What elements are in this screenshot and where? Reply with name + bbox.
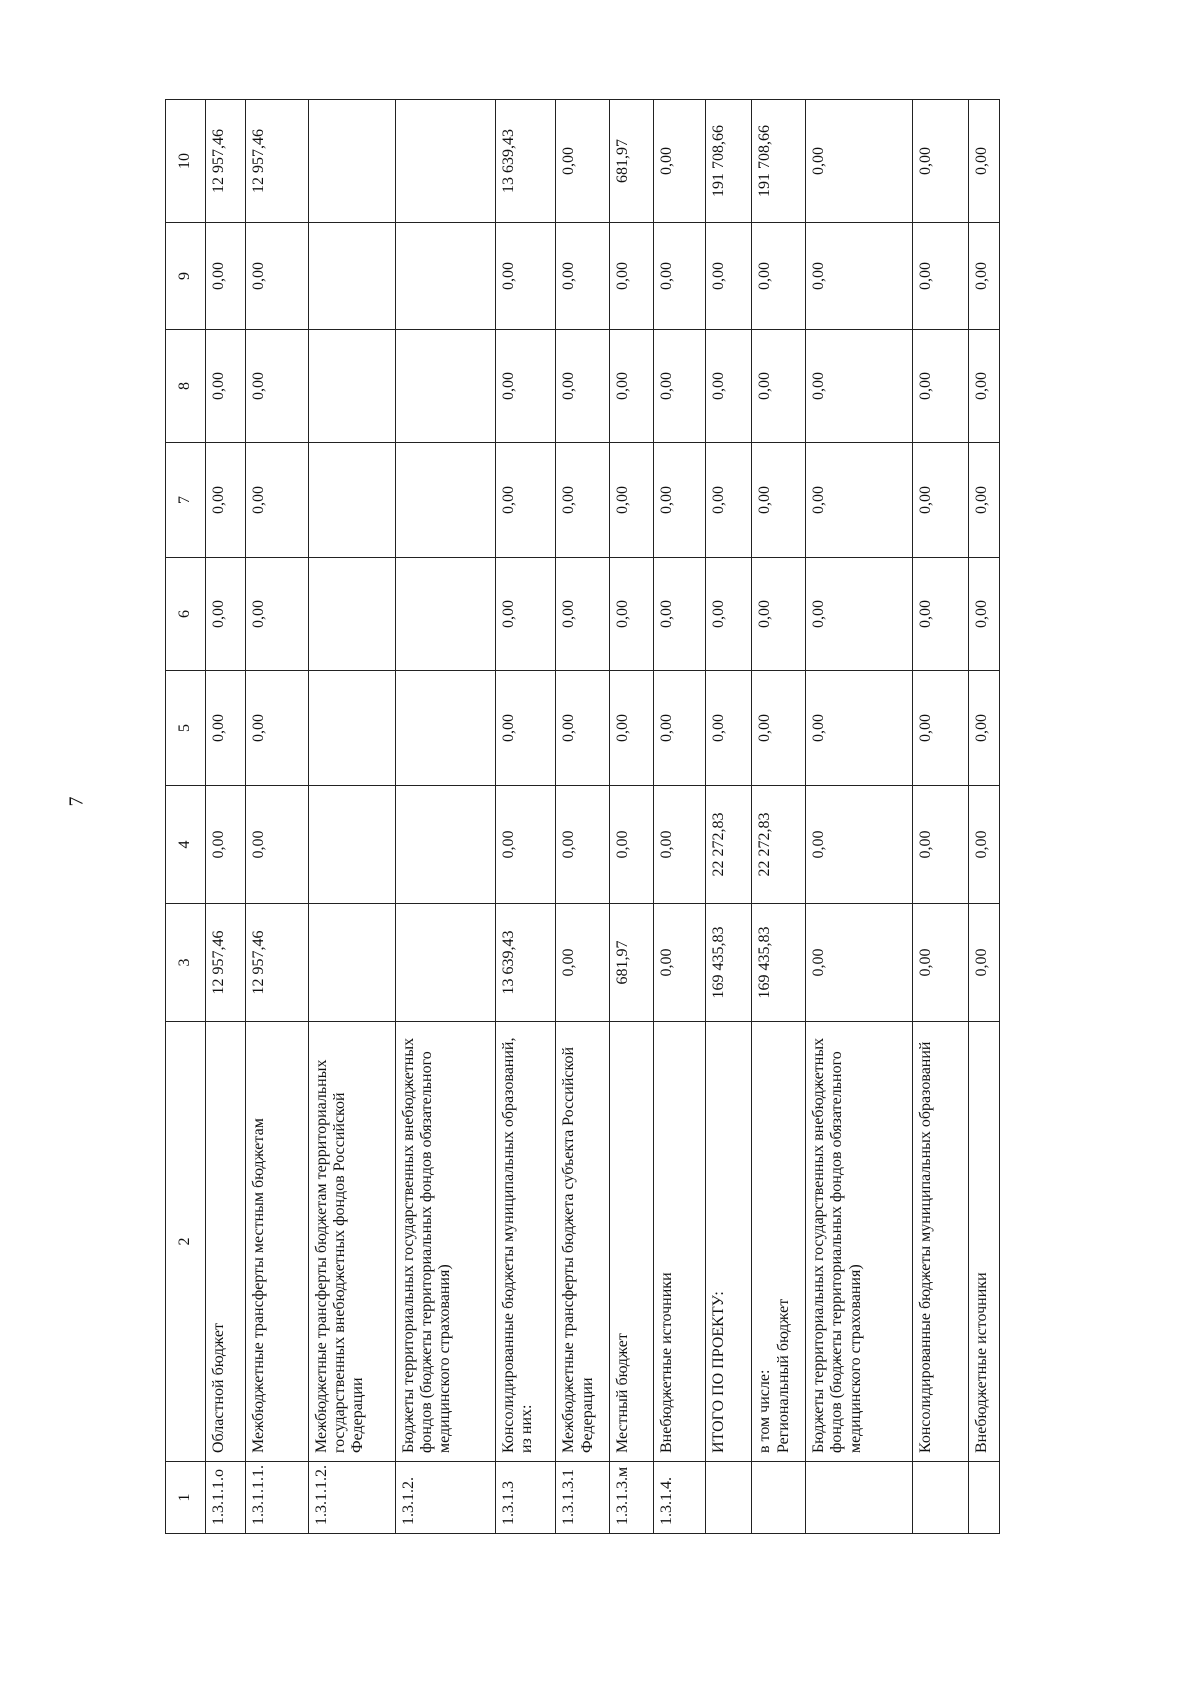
value-cell: 0,00 (912, 558, 968, 671)
value-cell: 12 957,46 (246, 100, 308, 223)
value-cell: 0,00 (705, 223, 752, 330)
value-cell (395, 786, 495, 904)
value-cell (395, 671, 495, 786)
value-cell: 0,00 (654, 223, 705, 330)
column-header: 5 (166, 671, 206, 786)
column-header: 6 (166, 558, 206, 671)
value-cell: 0,00 (752, 558, 806, 671)
value-cell: 0,00 (495, 330, 555, 443)
value-cell: 0,00 (609, 330, 654, 443)
value-cell: 0,00 (206, 671, 246, 786)
value-cell: 0,00 (805, 443, 912, 558)
value-cell: 681,97 (609, 100, 654, 223)
row-code: 1.3.1.3 (495, 1462, 555, 1534)
row-code: 1.3.1.1.2. (308, 1462, 395, 1534)
row-name: Консолидированные бюджеты муниципальных образований, из них: (495, 1022, 555, 1462)
value-cell: 0,00 (805, 904, 912, 1022)
value-cell: 22 272,83 (752, 786, 806, 904)
value-cell: 0,00 (968, 330, 999, 443)
row-name: Межбюджетные трансферты бюджета субъекта Российской Федерации (556, 1022, 610, 1462)
value-cell: 169 435,83 (705, 904, 752, 1022)
value-cell (308, 558, 395, 671)
row-code: 1.3.1.2. (395, 1462, 495, 1534)
value-cell: 0,00 (495, 558, 555, 671)
value-cell: 0,00 (609, 786, 654, 904)
value-cell: 0,00 (912, 330, 968, 443)
value-cell: 0,00 (495, 671, 555, 786)
value-cell (308, 223, 395, 330)
column-header: 4 (166, 786, 206, 904)
value-cell: 0,00 (912, 904, 968, 1022)
value-cell (308, 443, 395, 558)
value-cell: 191 708,66 (752, 100, 806, 223)
value-cell: 0,00 (246, 223, 308, 330)
value-cell: 0,00 (968, 786, 999, 904)
value-cell (308, 786, 395, 904)
table-row (752, 100, 806, 1534)
value-cell: 13 639,43 (495, 904, 555, 1022)
value-cell: 0,00 (654, 904, 705, 1022)
value-cell: 0,00 (654, 558, 705, 671)
row-code: 1.3.1.4. (654, 1462, 705, 1534)
value-cell: 0,00 (246, 786, 308, 904)
value-cell: 0,00 (752, 223, 806, 330)
row-name: Консолидированные бюджеты муниципальных образований (912, 1022, 968, 1462)
value-cell (308, 100, 395, 223)
value-cell: 0,00 (556, 223, 610, 330)
value-cell: 0,00 (495, 223, 555, 330)
value-cell: 0,00 (805, 223, 912, 330)
table-row (308, 100, 395, 1534)
value-cell: 0,00 (805, 100, 912, 223)
row-code (805, 1462, 912, 1534)
row-code (968, 1462, 999, 1534)
value-cell: 0,00 (912, 671, 968, 786)
row-name: Межбюджетные трансферты бюджетам территориальных государственных внебюджетных фондов Российской Федерации (308, 1022, 395, 1462)
row-code (705, 1462, 752, 1534)
table-row (805, 100, 912, 1534)
value-cell: 0,00 (246, 330, 308, 443)
value-cell: 12 957,46 (246, 904, 308, 1022)
value-cell: 0,00 (246, 558, 308, 671)
value-cell: 0,00 (912, 443, 968, 558)
row-name: ИТОГО ПО ПРОЕКТУ: (705, 1022, 752, 1462)
value-cell (395, 558, 495, 671)
value-cell: 0,00 (968, 223, 999, 330)
table-row (395, 100, 495, 1534)
table-row (206, 100, 246, 1534)
value-cell (395, 443, 495, 558)
value-cell: 0,00 (206, 558, 246, 671)
value-cell: 0,00 (912, 100, 968, 223)
table-row (609, 100, 654, 1534)
row-name: Бюджеты территориальных государственных внебюджетных фондов (бюджеты территориальных фондов обязательного медицинского страхования) (805, 1022, 912, 1462)
row-name: Бюджеты территориальных государственных внебюджетных фондов (бюджеты территориальных фондов обязательного медицинского страхования) (395, 1022, 495, 1462)
value-cell: 0,00 (556, 443, 610, 558)
budget-table (165, 99, 1000, 1534)
value-cell (395, 223, 495, 330)
value-cell: 0,00 (705, 330, 752, 443)
row-name: Внебюджетные источники (968, 1022, 999, 1462)
value-cell: 0,00 (705, 671, 752, 786)
table-row (705, 100, 752, 1534)
row-name: Местный бюджет (609, 1022, 654, 1462)
row-code: 1.3.1.1.1. (246, 1462, 308, 1534)
value-cell: 12 957,46 (206, 904, 246, 1022)
value-cell: 0,00 (968, 904, 999, 1022)
value-cell: 0,00 (805, 558, 912, 671)
table-row (654, 100, 705, 1534)
value-cell: 0,00 (654, 330, 705, 443)
value-cell: 13 639,43 (495, 100, 555, 223)
value-cell (395, 330, 495, 443)
row-code (752, 1462, 806, 1534)
value-cell: 22 272,83 (705, 786, 752, 904)
column-header: 7 (166, 443, 206, 558)
header-row (166, 100, 206, 1534)
value-cell: 0,00 (246, 671, 308, 786)
row-code (912, 1462, 968, 1534)
value-cell: 0,00 (968, 100, 999, 223)
value-cell: 0,00 (805, 786, 912, 904)
value-cell: 0,00 (968, 558, 999, 671)
row-code: 1.3.1.3.м (609, 1462, 654, 1534)
value-cell (308, 904, 395, 1022)
value-cell: 0,00 (609, 558, 654, 671)
value-cell: 0,00 (556, 904, 610, 1022)
page-number: 7 (65, 796, 88, 807)
row-name: Областной бюджет (206, 1022, 246, 1462)
value-cell: 0,00 (912, 223, 968, 330)
value-cell: 0,00 (752, 671, 806, 786)
value-cell: 0,00 (705, 558, 752, 671)
value-cell (395, 100, 495, 223)
table-row (912, 100, 968, 1534)
column-header: 8 (166, 330, 206, 443)
row-name: Внебюджетные источники (654, 1022, 705, 1462)
value-cell: 0,00 (805, 671, 912, 786)
column-header: 1 (166, 1462, 206, 1534)
column-header: 10 (166, 100, 206, 223)
value-cell: 0,00 (752, 443, 806, 558)
value-cell (308, 671, 395, 786)
value-cell: 0,00 (556, 558, 610, 671)
row-code: 1.3.1.3.1 (556, 1462, 610, 1534)
value-cell: 191 708,66 (705, 100, 752, 223)
value-cell: 0,00 (609, 443, 654, 558)
column-header: 3 (166, 904, 206, 1022)
value-cell: 0,00 (912, 786, 968, 904)
column-header: 2 (166, 1022, 206, 1462)
value-cell (308, 330, 395, 443)
value-cell: 0,00 (654, 786, 705, 904)
value-cell: 0,00 (246, 443, 308, 558)
table-row (556, 100, 610, 1534)
table-row (495, 100, 555, 1534)
value-cell: 0,00 (206, 330, 246, 443)
value-cell: 0,00 (556, 786, 610, 904)
value-cell: 0,00 (556, 100, 610, 223)
value-cell: 0,00 (556, 330, 610, 443)
value-cell: 0,00 (495, 786, 555, 904)
value-cell: 0,00 (206, 223, 246, 330)
value-cell: 0,00 (752, 330, 806, 443)
row-name: в том числе: Региональный бюджет (752, 1022, 806, 1462)
value-cell: 0,00 (206, 443, 246, 558)
table-row (968, 100, 999, 1534)
value-cell: 0,00 (556, 671, 610, 786)
value-cell: 681,97 (609, 904, 654, 1022)
value-cell: 0,00 (654, 671, 705, 786)
value-cell: 0,00 (654, 100, 705, 223)
value-cell: 0,00 (968, 443, 999, 558)
value-cell: 0,00 (654, 443, 705, 558)
column-header: 9 (166, 223, 206, 330)
row-code: 1.3.1.1.о (206, 1462, 246, 1534)
value-cell: 0,00 (805, 330, 912, 443)
value-cell: 0,00 (968, 671, 999, 786)
row-name: Межбюджетные трансферты местным бюджетам (246, 1022, 308, 1462)
value-cell: 0,00 (206, 786, 246, 904)
value-cell: 0,00 (705, 443, 752, 558)
table-container (165, 100, 1000, 1534)
value-cell: 0,00 (609, 671, 654, 786)
value-cell: 12 957,46 (206, 100, 246, 223)
value-cell: 0,00 (609, 223, 654, 330)
value-cell: 169 435,83 (752, 904, 806, 1022)
value-cell: 0,00 (495, 443, 555, 558)
value-cell (395, 904, 495, 1022)
table-row (246, 100, 308, 1534)
